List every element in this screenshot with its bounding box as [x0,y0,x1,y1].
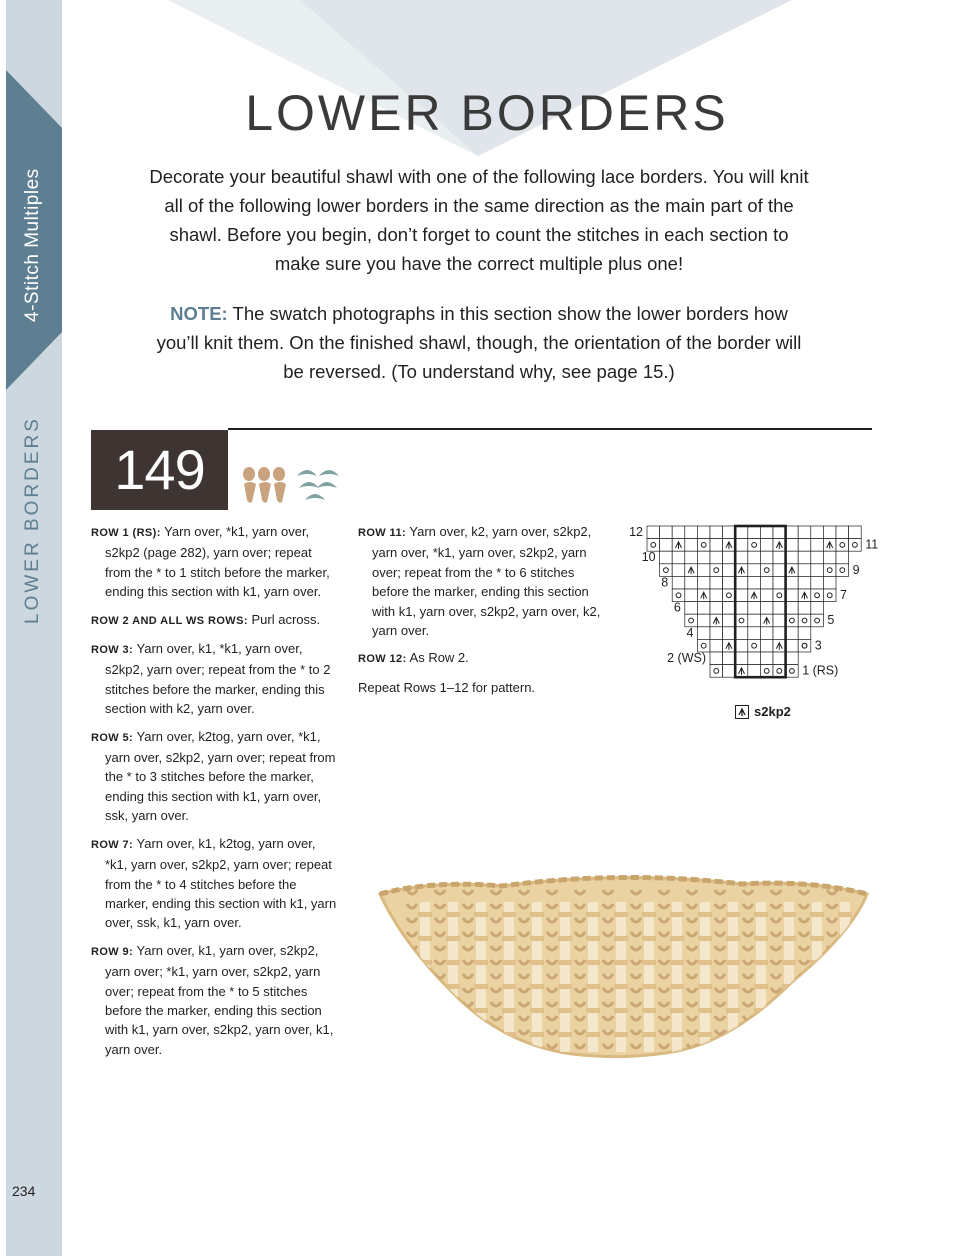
chapter-tab-label: 4-Stitch Multiples [22,168,43,322]
chart-cell [710,665,723,678]
pattern-number: 149 [91,430,228,510]
row-label: ROW 3: [91,644,134,657]
row-text: Yarn over, k1, *k1, yarn over, s2kp2, yarn over; repeat from the * to 2 stitches before the marker, ending this section with k2, yarn over. [105,641,331,717]
chart-cell [786,627,799,640]
chart-cell [798,526,811,539]
row-label: ROW 9: [91,945,134,958]
section-running-head: LOWER BORDERS [22,416,43,624]
chart-cell [798,564,811,577]
sidebar-edge [0,0,6,1256]
chart-cell [760,539,773,552]
page-number: 234 [12,1183,36,1199]
chart-row-label: 6 [673,600,681,615]
chart-cell [773,526,786,539]
chart-cell [672,551,685,564]
chart-cell [823,576,836,589]
chart-cell [786,539,799,552]
chart-cell [786,639,799,652]
chart-cell [723,526,736,539]
row-text: Yarn over, k2tog, yarn over, *k1, yarn over, s2kp2, yarn over; repeat from the * to 3 stitches before the marker, ending this section with k1, yarn over, ssk, yarn over. [105,728,336,824]
chart-row-label: 10 [641,550,656,565]
chart-cell [811,551,824,564]
knitted-swatch-photo [372,872,874,1072]
chart-cell [697,602,710,615]
chart-cell [735,551,748,564]
chart-cell [748,551,761,564]
chart-cell [685,526,698,539]
chart-cell [672,564,685,577]
row-11-instruction [358,522,610,640]
chart-cell [760,564,773,577]
chart-cell [735,639,748,652]
chart-cell [735,602,748,615]
chart-cell [760,551,773,564]
chart-cell [748,665,761,678]
chart-cell [760,576,773,589]
chart-cell [723,602,736,615]
chart-cell [760,639,773,652]
chart-cell [748,576,761,589]
chart-cell [723,576,736,589]
chart-cell [786,602,799,615]
row-3-instruction [91,639,341,719]
chart-cell [760,602,773,615]
repeat-instruction: Repeat Rows 1–12 for pattern. [358,679,536,695]
intro-paragraph: Decorate your beautiful shawl with one of the following lace borders. You will knit all of the following lower borders in the same direction as the main part of the shawl. Before you begin, don’t forget to count the stitches in each section to make sure you have the correct multiple plus one! [149,166,809,274]
chart-row-label: 2 (WS) [667,651,706,665]
row-text: Yarn over, k1, yarn over, s2kp2, yarn over; *k1, yarn over, s2kp2, yarn over; repeat from the * to 5 stitches before the marker, ending this section with k1, yarn over, s2kp2, yarn over, k1, yarn over. [105,942,334,1057]
chart-cell [798,614,811,627]
chart-cell [723,627,736,640]
chart-cell [798,639,811,652]
chart-cell [773,614,786,627]
chart-cell [786,614,799,627]
chart-cell [811,576,824,589]
chart-cell [786,576,799,589]
chart-cell [723,589,736,602]
chart-cell [798,627,811,640]
chart-cell [849,539,862,552]
chart-cell [748,614,761,627]
chart-row-label: 7 [840,588,847,602]
chart-cell [735,614,748,627]
knit-stitch-icon [240,466,288,506]
chart-cell [773,652,786,665]
chart-cell [773,665,786,678]
row-9-instruction [91,941,341,1059]
chart-cell [748,602,761,615]
chart-cell [685,576,698,589]
chart-cell [748,652,761,665]
chart-cell [647,526,660,539]
chart-cell [697,564,710,577]
chart-cell [823,551,836,564]
chart-cell [748,627,761,640]
chart-cell [735,526,748,539]
row-text: Yarn over, k2, yarn over, s2kp2, yarn over, *k1, yarn over, s2kp2, yarn over; repeat from the * to 6 stitches before the marker, ending this section with k1, yarn over, s2kp2, yarn over, k2, yarn over. [372,524,601,639]
chart-cell [786,589,799,602]
chart-cell [723,564,736,577]
chart-cell [811,589,824,602]
chart-cell [685,589,698,602]
row-2-instruction [91,610,341,631]
row-text: As Row 2. [406,650,469,666]
chart-cell [710,639,723,652]
row-label: ROW 11: [358,527,407,539]
chart-cell [836,564,849,577]
chart-cell [710,526,723,539]
chart-cell [786,652,799,665]
chart-cell [685,602,698,615]
chart-cell [710,564,723,577]
chart-row-label: 3 [814,638,822,653]
row-text: Yarn over, *k1, yarn over, s2kp2 (page 282), yarn over; repeat from the * to 1 stitch before the marker, ending this section with k1, yarn over. [105,524,330,600]
row-label: ROW 1 (RS): [91,527,161,539]
chart-cell [710,602,723,615]
chart-cell [710,539,723,552]
row-label: ROW 5: [91,731,134,744]
row-7-instruction [91,834,341,933]
section-divider [228,428,872,430]
chart-cell [773,564,786,577]
chart-cell [697,576,710,589]
chart-cell [798,576,811,589]
row-label: ROW 7: [91,838,134,851]
chart-cell [735,576,748,589]
lace-stitch-icon [295,466,341,502]
chart-cell [786,665,799,678]
chart-cell [760,589,773,602]
row-5-instruction [91,727,341,826]
chart-cell [723,551,736,564]
chart-cell [723,614,736,627]
chart-cell [748,539,761,552]
chart-cell [697,614,710,627]
chart-row-label: 12 [629,525,643,539]
row-1-instruction [91,522,341,602]
chart-cell [735,627,748,640]
chart-cell [823,589,836,602]
note-paragraph [148,299,810,386]
chart-cell [836,526,849,539]
knitting-chart [620,520,890,690]
chart-cell [760,627,773,640]
chart-cell [660,526,673,539]
row-text: Purl across. [247,611,321,627]
chart-row-label: 8 [661,575,669,590]
chart-cell [735,652,748,665]
legend-label: s2kp2 [754,704,791,719]
chart-row-label: 1 (RS) [802,663,839,678]
s2kp2-symbol-icon [735,705,749,719]
chart-row-label: 11 [865,537,879,552]
chart-cell [660,539,673,552]
note-label: NOTE: [170,303,228,324]
chart-cell [672,526,685,539]
chart-cell [760,526,773,539]
chart-cell [685,539,698,552]
chart-cell [685,551,698,564]
chart-cell [748,639,761,652]
chart-cell [672,576,685,589]
chart-cell [811,539,824,552]
chart-cell [710,589,723,602]
row-text: Yarn over, k1, k2tog, yarn over, *k1, yarn over, s2kp2, yarn over; repeat from the * to 4 stitches before the marker, ending this section with k1, yarn over, ssk, k1, yarn over. [105,835,337,931]
chart-cell [798,539,811,552]
row-label: ROW 2 AND ALL WS ROWS: [91,614,248,627]
chart-cell [697,551,710,564]
chart-cell [697,539,710,552]
chart-cell [735,539,748,552]
row-12-instruction [358,648,610,669]
chart-cell [723,665,736,678]
chart-cell [811,564,824,577]
chart-cell [836,539,849,552]
chart-cell [773,576,786,589]
chart-cell [823,526,836,539]
chart-cell [786,551,799,564]
chart-cell [773,589,786,602]
chart-cell [811,526,824,539]
chart-cell [697,526,710,539]
chart-cell [786,526,799,539]
chart-cell [710,627,723,640]
chart-cell [760,652,773,665]
chart-cell [773,602,786,615]
chart-cell [723,652,736,665]
chart-legend [735,704,791,719]
chart-cell [697,627,710,640]
chart-row-label: 4 [686,625,694,640]
page-title: LOWER BORDERS [245,85,729,141]
instructions-right-column [358,522,610,705]
chart-cell [773,627,786,640]
chart-cell [710,652,723,665]
chart-cell [798,602,811,615]
chart-cell [735,589,748,602]
chart-cell [823,564,836,577]
chart-cell [710,576,723,589]
chart-cell [748,564,761,577]
chart-cell [660,551,673,564]
chart-cell [811,614,824,627]
chart-cell [811,602,824,615]
chart-cell [710,551,723,564]
chart-cell [773,551,786,564]
chart-row-label: 5 [827,613,835,628]
instructions-left-column [91,522,341,1067]
chart-cell [760,665,773,678]
chart-cell [849,526,862,539]
note-text: The swatch photographs in this section show the lower borders how you’ll knit them. On the finished shawl, though, the orientation of the border will be reversed. (To understand why, see page 15.) [156,303,802,382]
chart-cell [836,551,849,564]
row-label: ROW 12: [358,653,407,666]
chart-cell [748,526,761,539]
chart-row-label: 9 [852,562,860,577]
chart-cell [798,551,811,564]
